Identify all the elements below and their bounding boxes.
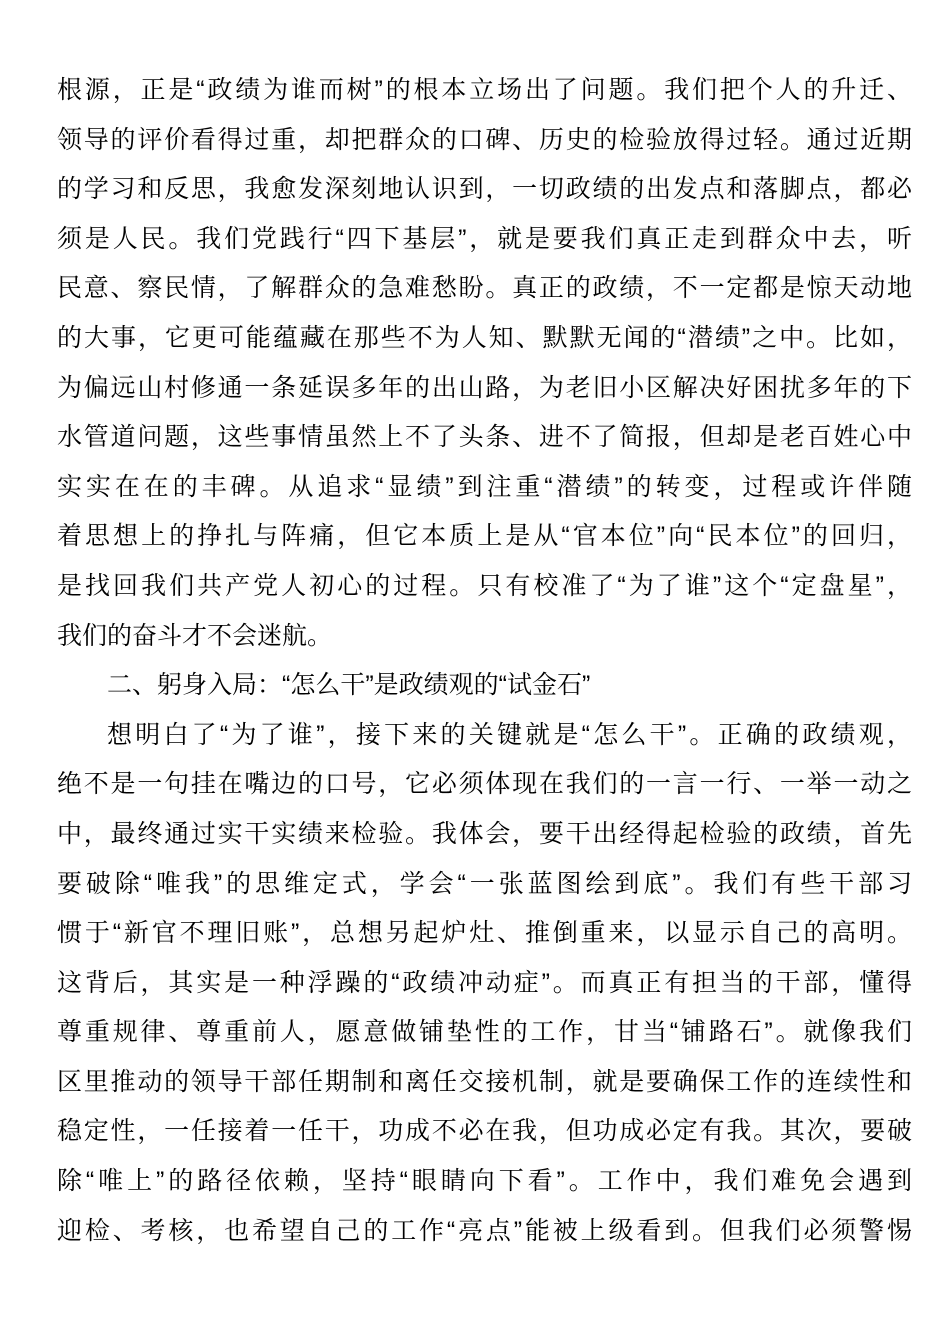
text-line: 迎检、考核，也希望自己的工作“亮点”能被上级看到。但我们必须警惕	[57, 1216, 912, 1245]
text-line: 惯于“新官不理旧账”，总想另起炉灶、推倒重来，以显示自己的高明。	[57, 919, 912, 948]
text-line: 我们的奋斗才不会迷航。	[57, 621, 333, 650]
text-line: 的大事，它更可能蕴藏在那些不为人知、默默无闻的“潜绩”之中。比如，	[57, 323, 912, 352]
text-line: 为偏远山村修通一条延误多年的出山路，为老旧小区解决好困扰多年的下	[57, 373, 912, 402]
text-line: 中，最终通过实干实绩来检验。我体会，要干出经得起检验的政绩，首先	[57, 819, 912, 848]
text-line: 尊重规律、尊重前人，愿意做铺垫性的工作，甘当“铺路石”。就像我们	[57, 1018, 912, 1047]
text-line: 须是人民。我们党践行“四下基层”，就是要我们真正走到群众中去，听	[57, 224, 912, 253]
text-line: 想明白了“为了谁”，接下来的关键就是“怎么干”。正确的政绩观，	[107, 720, 912, 749]
text-line: 的学习和反思，我愈发深刻地认识到，一切政绩的出发点和落脚点，都必	[57, 175, 912, 204]
text-line: 实实在在的丰碑。从追求“显绩”到注重“潜绩”的转变，过程或许伴随	[57, 472, 912, 501]
section-heading: 二、躬身入局：“怎么干”是政绩观的“试金石”	[107, 671, 591, 700]
text-line: 领导的评价看得过重，却把群众的口碑、历史的检验放得过轻。通过近期	[57, 125, 912, 154]
text-line: 这背后，其实是一种浮躁的“政绩冲动症”。而真正有担当的干部，懂得	[57, 968, 912, 997]
text-line: 民意、察民情，了解群众的急难愁盼。真正的政绩，不一定都是惊天动地	[57, 274, 912, 303]
text-line: 根源，正是“政绩为谁而树”的根本立场出了问题。我们把个人的升迁、	[57, 76, 912, 104]
text-line: 着思想上的挣扎与阵痛，但它本质上是从“官本位”向“民本位”的回归，	[57, 522, 912, 551]
text-line: 要破除“唯我”的思维定式，学会“一张蓝图绘到底”。我们有些干部习	[57, 869, 912, 898]
text-line: 除“唯上”的路径依赖，坚持“眼睛向下看”。工作中，我们难免会遇到	[57, 1167, 912, 1196]
text-line: 是找回我们共产党人初心的过程。只有校准了“为了谁”这个“定盘星”，	[57, 571, 912, 600]
text-line: 水管道问题，这些事情虽然上不了头条、进不了简报，但却是老百姓心中	[57, 423, 912, 452]
text-line: 绝不是一句挂在嘴边的口号，它必须体现在我们的一言一行、一举一动之	[57, 770, 912, 799]
text-line: 稳定性，一任接着一任干，功成不必在我，但功成必定有我。其次，要破	[57, 1117, 912, 1146]
text-line: 区里推动的领导干部任期制和离任交接机制，就是要确保工作的连续性和	[57, 1067, 912, 1096]
